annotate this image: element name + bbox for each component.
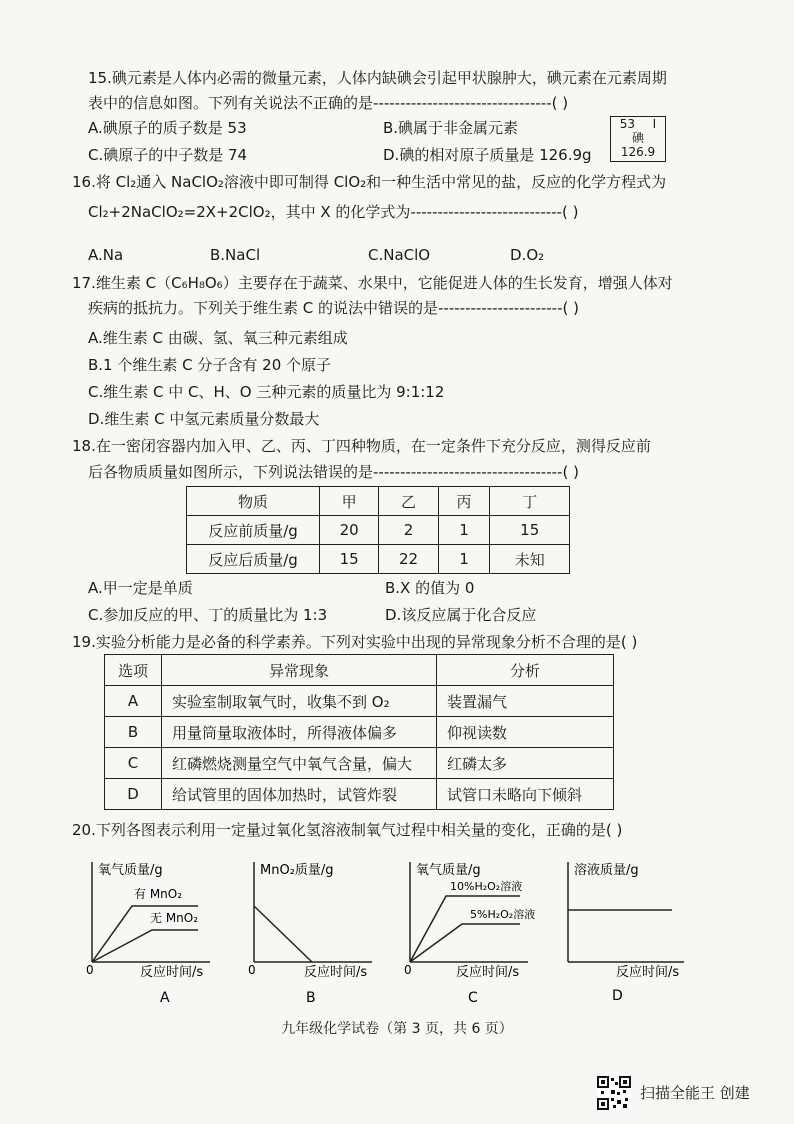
element-symbol: I xyxy=(652,117,657,131)
table-header-cell: 异常现象 xyxy=(162,655,437,686)
q15-option-d: D.碘的相对原子质量是 126.9g xyxy=(383,146,592,164)
table-cell: 仰视读数 xyxy=(437,717,614,748)
table-header-row xyxy=(105,655,614,686)
q20-stem: 20.下列各图表示利用一定量过氧化氢溶液制氧气过程中相关量的变化，正确的是( ) xyxy=(72,821,623,839)
iodine-element-card xyxy=(610,116,666,162)
ten-percent-curve xyxy=(410,896,520,962)
table-row xyxy=(187,516,570,545)
graph-letter: A xyxy=(160,990,170,1006)
q18-option-c: C.参加反应的甲、丁的质量比为 1:3 xyxy=(88,606,328,624)
table-header-cell: 分析 xyxy=(437,655,614,686)
table-row xyxy=(105,686,614,717)
q16-stem-line2: Cl₂+2NaClO₂=2X+2ClO₂，其中 X 的化学式为----------------------------( ) xyxy=(88,203,579,221)
q15-option-c: C.碘原子的中子数是 74 xyxy=(88,146,248,164)
table-cell: 22 xyxy=(379,545,438,574)
graph-a xyxy=(86,858,236,1012)
q19-stem: 19.实验分析能力是必备的科学素养。下列对实验中出现的异常现象分析不合理的是( ) xyxy=(72,633,638,651)
table-header-cell: 乙 xyxy=(379,487,438,516)
table-row xyxy=(105,717,614,748)
table-cell: 给试管里的固体加热时，试管炸裂 xyxy=(162,779,437,810)
table-cell: 用量筒量取液体时，所得液体偏多 xyxy=(162,717,437,748)
table-cell: 15 xyxy=(490,516,570,545)
table-cell: 反应前质量/g xyxy=(187,516,320,545)
table-cell: C xyxy=(105,748,162,779)
scanner-brand: 扫描全能王 创建 xyxy=(640,1084,750,1102)
table-cell: 红磷燃烧测量空气中氧气含量，偏大 xyxy=(162,748,437,779)
q18-mass-table xyxy=(186,486,570,574)
q18-option-d: D.该反应属于化合反应 xyxy=(385,606,537,624)
graph-d xyxy=(562,858,712,1012)
table-header-cell: 丁 xyxy=(490,487,570,516)
table-row xyxy=(105,748,614,779)
q17-option-b: B.1 个维生素 C 分子含有 20 个原子 xyxy=(88,356,332,374)
q17-option-c: C.维生素 C 中 C、H、O 三种元素的质量比为 9:1:12 xyxy=(88,383,445,401)
curve-label: 5%H₂O₂溶液 xyxy=(470,908,536,921)
table-cell: 实验室制取氧气时，收集不到 O₂ xyxy=(162,686,437,717)
q17-stem-line2: 疾病的抵抗力。下列关于维生素 C 的说法中错误的是-----------------------( ) xyxy=(88,299,579,317)
table-header-cell: 选项 xyxy=(105,655,162,686)
x-axis-label: 反应时间/s xyxy=(456,965,520,980)
table-cell: 2 xyxy=(379,516,438,545)
q16-stem-line1: 16.将 Cl₂通入 NaClO₂溶液中即可制得 ClO₂和一种生活中常见的盐，反应的化学方程式为 xyxy=(72,173,667,191)
curve-label: 有 MnO₂ xyxy=(134,887,183,901)
table-cell: 试管口未略向下倾斜 xyxy=(437,779,614,810)
origin-label: 0 xyxy=(404,963,412,977)
graph-letter: D xyxy=(612,988,623,1004)
table-cell: B xyxy=(105,717,162,748)
q15-stem-line2: 表中的信息如图。下列有关说法不正确的是---------------------------------( ) xyxy=(88,94,569,112)
q15-option-a: A.碘原子的质子数是 53 xyxy=(88,119,247,137)
table-cell: 1 xyxy=(438,516,490,545)
q15-stem-line1: 15.碘元素是人体内必需的微量元素，人体内缺碘会引起甲状腺肿大，碘元素在元素周期 xyxy=(88,69,667,87)
graph-c-svg xyxy=(404,858,564,1008)
origin-label: 0 xyxy=(86,963,94,977)
q18-stem-line1: 18.在一密闭容器内加入甲、乙、丙、丁四种物质，在一定条件下充分反应，测得反应前 xyxy=(72,437,651,455)
q17-option-a: A.维生素 C 由碳、氢、氧三种元素组成 xyxy=(88,329,348,347)
table-cell: 反应后质量/g xyxy=(187,545,320,574)
table-cell: 未知 xyxy=(490,545,570,574)
curve-label: 10%H₂O₂溶液 xyxy=(450,880,523,893)
q17-stem-line1: 17.维生素 C（C₆H₈O₆）主要存在于蔬菜、水果中，它能促进人体的生长发育，增强人体对 xyxy=(72,274,673,292)
graph-a-svg xyxy=(86,858,236,1008)
graph-letter: B xyxy=(306,990,316,1006)
graph-letter: C xyxy=(468,990,478,1006)
table-header-cell: 甲 xyxy=(320,487,379,516)
x-axis-label: 反应时间/s xyxy=(616,965,680,980)
q16-option-c: C.NaClO xyxy=(368,246,431,264)
table-cell: 装置漏气 xyxy=(437,686,614,717)
q15-option-b: B.碘属于非金属元素 xyxy=(383,119,519,137)
table-row xyxy=(105,779,614,810)
y-axis-label: MnO₂质量/g xyxy=(260,863,334,878)
table-row xyxy=(187,545,570,574)
page-footer: 九年级化学试卷（第 3 页，共 6 页） xyxy=(281,1021,513,1037)
mno2-curve xyxy=(254,906,312,962)
table-header-cell: 丙 xyxy=(438,487,490,516)
table-cell: D xyxy=(105,779,162,810)
table-cell: 红磷太多 xyxy=(437,748,614,779)
x-axis-label: 反应时间/s xyxy=(140,965,204,980)
graph-b-svg xyxy=(248,858,398,1008)
y-axis-label: 氧气质量/g xyxy=(416,863,481,878)
q16-option-b: B.NaCl xyxy=(210,246,261,264)
y-axis-label: 溶液质量/g xyxy=(574,863,639,878)
q16-option-a: A.Na xyxy=(88,246,124,264)
q18-option-b: B.X 的值为 0 xyxy=(385,579,475,597)
table-cell: A xyxy=(105,686,162,717)
graph-b xyxy=(248,858,398,1012)
q19-analysis-table xyxy=(104,654,614,810)
curve-label: 无 MnO₂ xyxy=(150,911,199,925)
x-axis-label: 反应时间/s xyxy=(304,965,368,980)
without-catalyst-curve xyxy=(92,930,198,962)
qr-code-icon xyxy=(597,1076,631,1110)
table-cell: 1 xyxy=(438,545,490,574)
atomic-number: 53 xyxy=(619,117,636,131)
q18-stem-line2: 后各物质质量如图所示，下列说法错误的是-----------------------------------( ) xyxy=(88,463,579,481)
graph-d-svg xyxy=(562,858,712,1008)
q16-option-d: D.O₂ xyxy=(510,246,545,264)
q17-option-d: D.维生素 C 中氢元素质量分数最大 xyxy=(88,410,320,428)
y-axis-label: 氧气质量/g xyxy=(98,863,163,878)
five-percent-curve xyxy=(410,924,520,962)
origin-label: 0 xyxy=(248,963,256,977)
graph-c xyxy=(404,858,564,1012)
table-cell: 20 xyxy=(320,516,379,545)
table-cell: 15 xyxy=(320,545,379,574)
table-header-cell: 物质 xyxy=(187,487,320,516)
q18-option-a: A.甲一定是单质 xyxy=(88,579,193,597)
element-name: 碘 xyxy=(631,131,644,145)
table-header-row xyxy=(187,487,570,516)
atomic-mass: 126.9 xyxy=(620,145,656,159)
